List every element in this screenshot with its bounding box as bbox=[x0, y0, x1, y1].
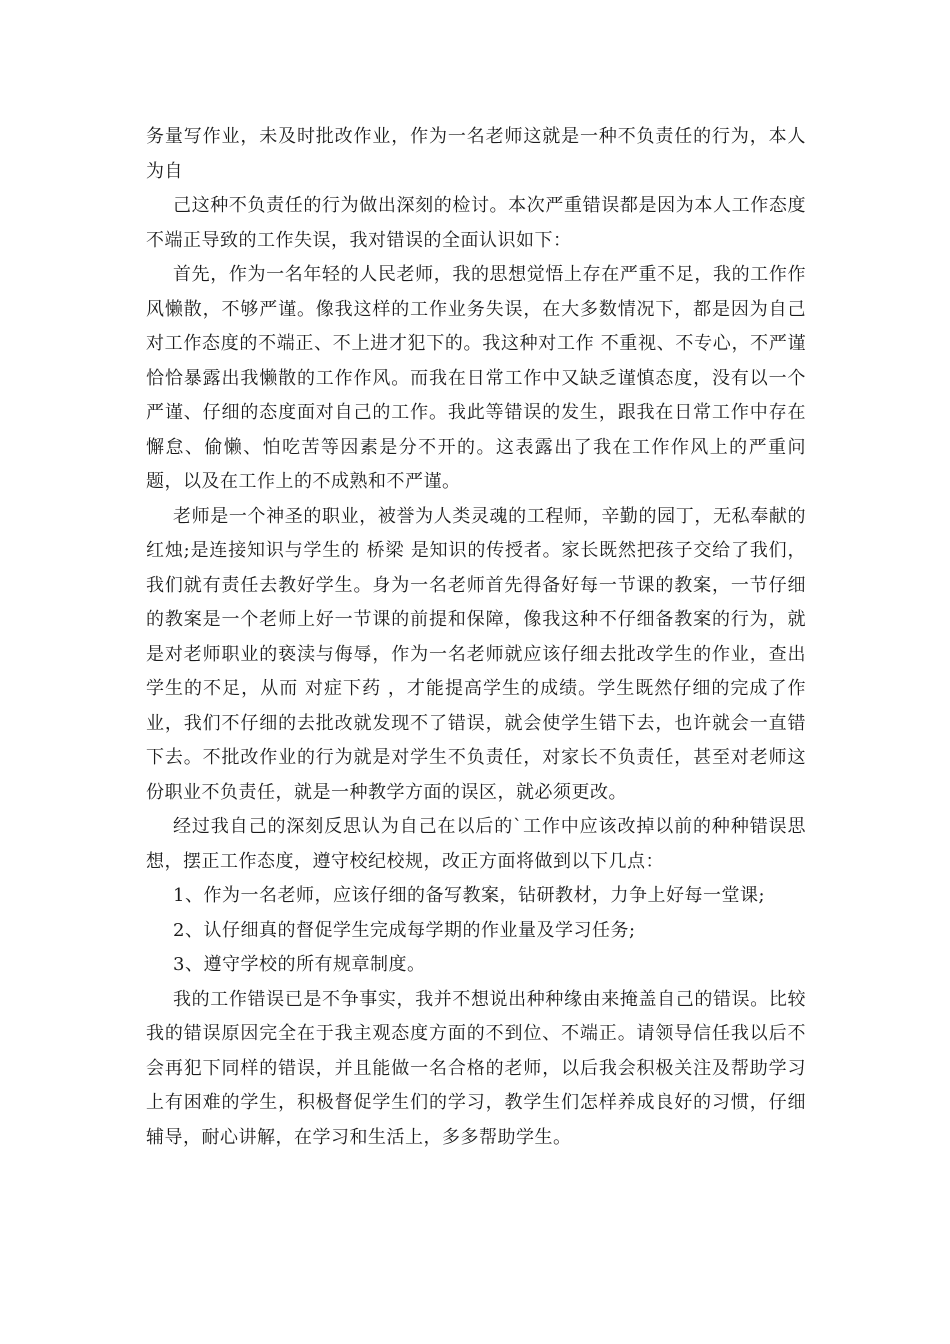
paragraph-4: 老师是一个神圣的职业，被誉为人类灵魂的工程师，辛勤的园丁，无私奉献的红烛;是连接知识与学生的 桥梁 是知识的传授者。家长既然把孩子交给了我们，我们就有责任去教好学生。身为一名老师首先得备好每一节课的教案，一节仔细的教案是一个老师上好一节课的前提和保障，像我这种不仔细备教案的行为，就是对老师职业的亵渎与侮辱，作为一名老师就应该仔细去批改学生的作业，查出学生的不足，从而 对症下药 ，才能提高学生的成绩。学生既然仔细的完成了作业，我们不仔细的去批改就发现不了错误，就会使学生错下去，也许就会一直错下去。不批改作业的行为就是对学生不负责任，对家长不负责任，甚至对老师这份职业不负责任，就是一种教学方面的误区，就必须更改。 bbox=[146, 505, 806, 803]
paragraph-1: 务量写作业，未及时批改作业，作为一名老师这就是一种不负责任的行为，本人为自 bbox=[146, 126, 806, 182]
paragraph-3: 首先，作为一名年轻的人民老师，我的思想觉悟上存在严重不足，我的工作作风懒散，不够严谨。像我这样的工作业务失误，在大多数情况下，都是因为自己对工作态度的不端正、不上进才犯下的。我这种对工作 不重视、不专心，不严谨 恰恰暴露出我懒散的工作作风。而我在日常工作中又缺乏谨慎态度，没有以一个严谨、仔细的态度面对自己的工作。我此等错误的发生，跟我在日常工作中存在懈怠、偷懒、怕吃苦等因素是分不开的。这表露出了我在工作作风上的严重问题，以及在工作上的不成熟和不严谨。 bbox=[146, 264, 806, 492]
list-item-2: 2、认仔细真的督促学生完成每学期的作业量及学习任务; bbox=[173, 919, 636, 941]
list-item-1: 1、作为一名老师，应该仔细的备写教案，钻研教材，力争上好每一堂课; bbox=[173, 885, 766, 906]
paragraph-6: 我的工作错误已是不争事实，我并不想说出种种缘由来掩盖自己的错误。比较我的错误原因完全在于我主观态度方面的不到位、不端正。请领导信任我以后不会再犯下同样的错误，并且能做一名合格的老师，以后我会积极关注及帮助学习上有困难的学生，积极督促学生们的学习，教学生们怎样养成良好的习惯，仔细辅导，耐心讲解，在学习和生活上，多多帮助学生。 bbox=[146, 988, 806, 1148]
paragraph-5: 经过我自己的深刻反思认为自己在以后的`工作中应该改掉以前的种种错误思想，摆正工作态度，遵守校纪校规，改正方面将做到以下几点： bbox=[146, 816, 806, 872]
list-item-3: 3、遵守学校的所有规章制度。 bbox=[173, 954, 426, 975]
document-body bbox=[146, 120, 806, 1155]
paragraph-2: 己这种不负责任的行为做出深刻的检讨。本次严重错误都是因为本人工作态度不端正导致的工作失误，我对错误的全面认识如下： bbox=[146, 195, 806, 251]
